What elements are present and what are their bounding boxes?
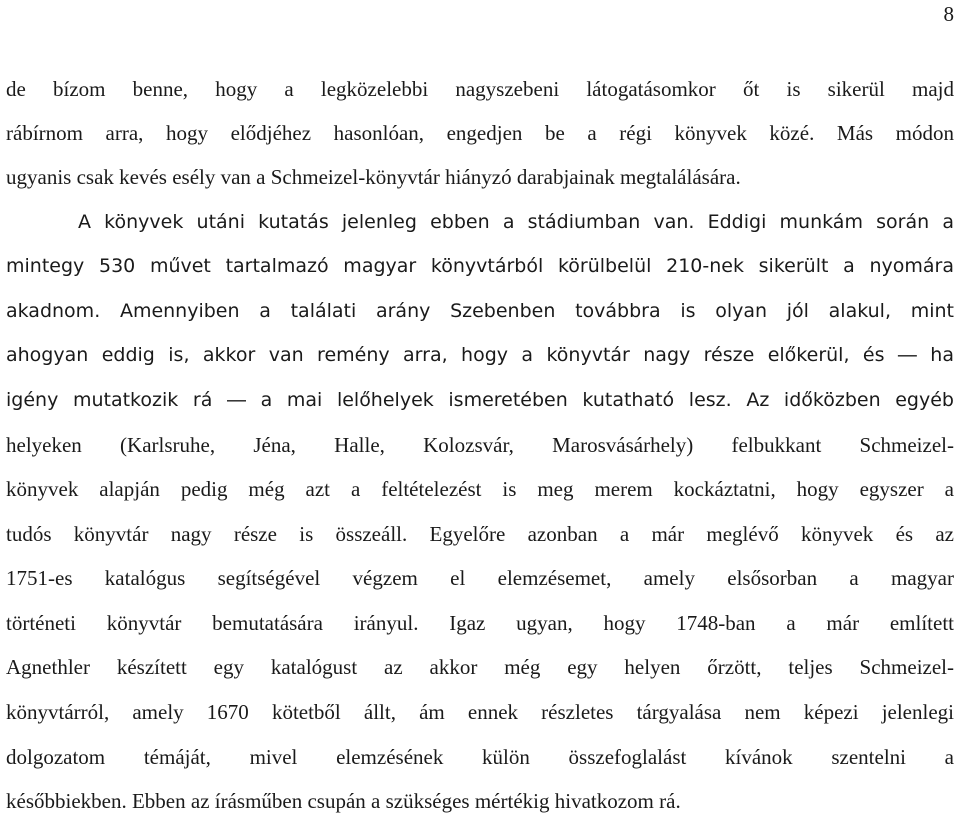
text-line: tudós könyvtár nagy része is összeáll. Egyelőre azonban a már meglévő könyvek és az (6, 522, 954, 546)
text-line: igény mutatkozik rá ― a mai lelőhelyek ismeretében kutatható lesz. Az időközben egyéb (6, 389, 954, 411)
text-line: könyvek alapján pedig még azt a feltételezést is meg merem kockáztatni, hogy egyszer a (6, 477, 954, 501)
text-line: történeti könyvtár bemutatására irányul. Igaz ugyan, hogy 1748-ban a már említett (6, 611, 954, 635)
text-line: rábírnom arra, hogy elődjéhez hasonlóan, engedjen be a régi könyvek közé. Más módon (6, 121, 954, 145)
text-line: ahogyan eddig is, akkor van remény arra, hogy a könyvtár nagy része előkerül, és ― ha (6, 344, 954, 366)
text-line: akadnom. Amennyiben a találati arány Szebenben továbbra is olyan jól alakul, mint (6, 300, 954, 322)
text-line: de bízom benne, hogy a legközelebbi nagyszebeni látogatásomkor őt is sikerül majd (6, 77, 954, 101)
page-number: 8 (943, 2, 954, 26)
text-line: A könyvek utáni kutatás jelenleg ebben a stádiumban van. Eddigi munkám során a (78, 211, 954, 233)
text-line: későbbiekben. Ebben az írásműben csupán a szükséges mértékig hivatkozom rá. (6, 789, 681, 813)
text-line: Agnethler készített egy katalógust az akkor még egy helyen őrzött, teljes Schmeizel- (6, 655, 954, 679)
text-line: mintegy 530 művet tartalmazó magyar könyvtárból körülbelül 210-nek sikerült a nyomára (6, 255, 954, 277)
text-line: könyvtárról, amely 1670 kötetből állt, ám ennek részletes tárgyalása nem képezi jelenlegi (6, 700, 954, 724)
text-line: dolgozatom témáját, mivel elemzésének külön összefoglalást kívánok szentelni a (6, 745, 954, 769)
text-line: 1751-es katalógus segítségével végzem el elemzésemet, amely elsősorban a magyar (6, 566, 954, 590)
text-line: ugyanis csak kevés esély van a Schmeizel-könyvtár hiányzó darabjainak megtalálására. (6, 165, 741, 189)
text-line: helyeken (Karlsruhe, Jéna, Halle, Kolozsvár, Marosvásárhely) felbukkant Schmeizel- (6, 433, 954, 457)
